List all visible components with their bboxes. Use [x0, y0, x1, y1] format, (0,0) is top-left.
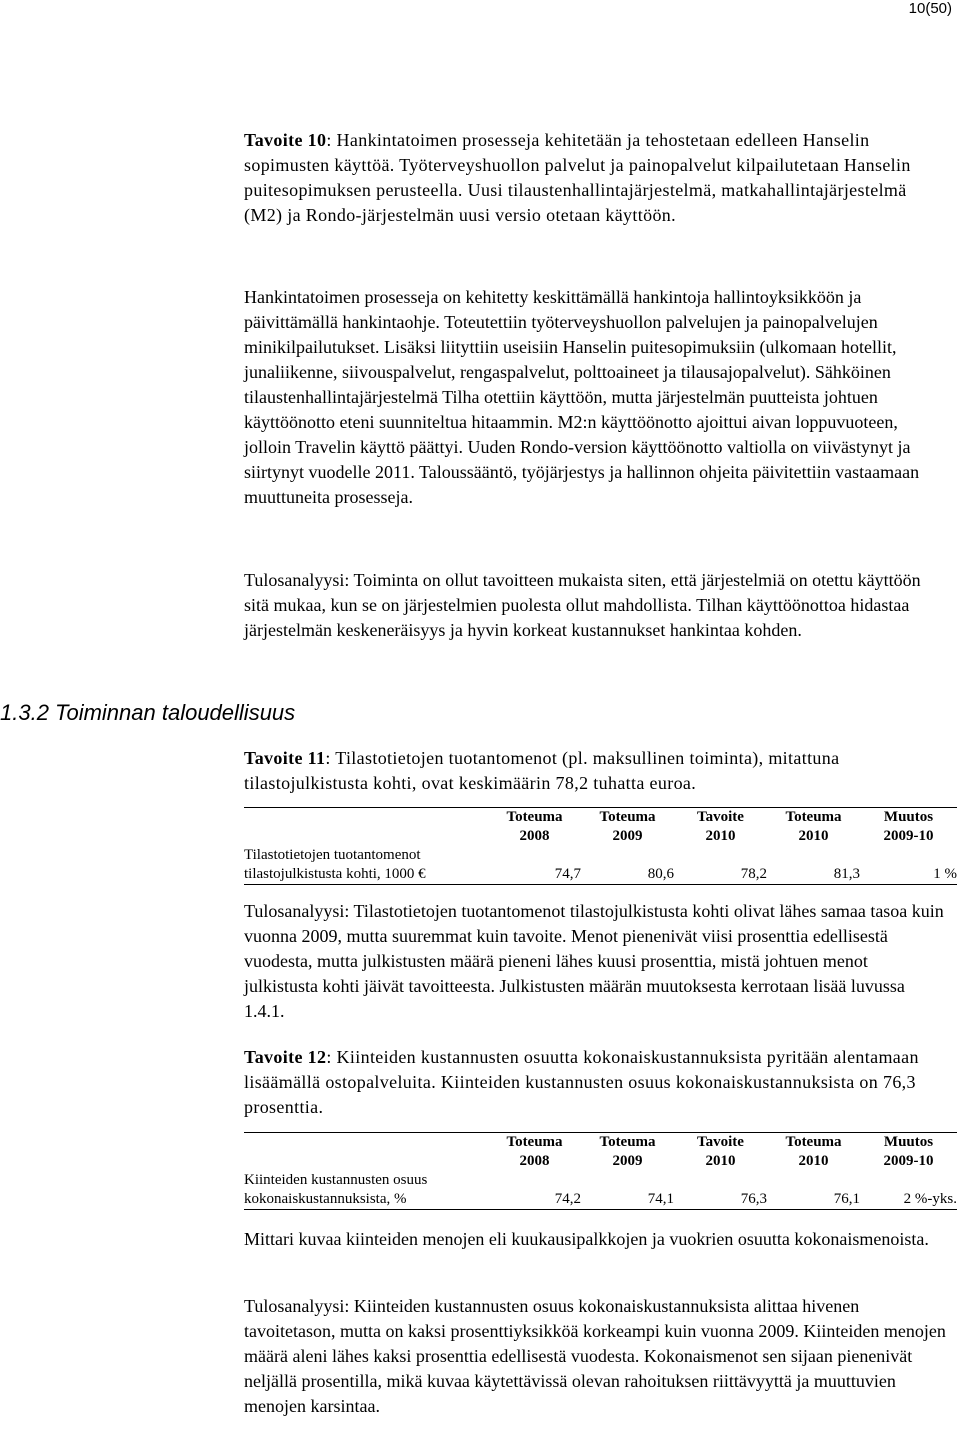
table-header: 2009: [612, 1153, 643, 1169]
section-heading: 1.3.2 Toiminnan taloudellisuus: [0, 700, 296, 725]
tulosanalyysi-1-text: Toiminta on ollut tavoitteen mukaista siten, että järjestelmiä on otettu käyttöön sitä mukaa, kun se on järjestelmien puolesta ollut mahdollista. Tilhan käyttöönottoa hidastaa järjestelmän keskeneräisyys ja hyvin korkeat kustannukset hankintaa kohden.: [244, 570, 921, 640]
table-cell: 78,2: [674, 846, 767, 885]
tulosanalyysi-3-label: Tulosanalyysi:: [244, 1296, 350, 1316]
table-header: 2008: [519, 828, 550, 844]
table-header: Toteuma: [767, 808, 860, 828]
table-tilastotuotanto: [244, 807, 957, 885]
table-cell: 74,2: [488, 1171, 581, 1210]
tavoite-11-paragraph: [244, 746, 946, 796]
table-cell: 1 %: [860, 846, 957, 885]
table-header: Muutos: [860, 808, 957, 828]
tulosanalyysi-3-paragraph: [244, 1294, 946, 1419]
table-header: 2009: [612, 828, 643, 844]
table-header-empty: [244, 827, 488, 846]
table-cell: 81,3: [767, 846, 860, 885]
table-row: [244, 846, 957, 885]
table-header-empty: [244, 808, 488, 828]
table-header: 2010: [705, 1153, 736, 1169]
table-header: Toteuma: [581, 808, 674, 828]
row-label: Kiinteiden kustannusten osuus kokonaiskustannuksista, %: [244, 1171, 488, 1210]
table-header: 2010: [798, 1153, 829, 1169]
table-cell: 74,1: [581, 1171, 674, 1210]
tavoite-12-paragraph: [244, 1045, 946, 1120]
table-header: Tavoite: [674, 1133, 767, 1153]
table-header: Toteuma: [581, 1133, 674, 1153]
tulosanalyysi-2-label: Tulosanalyysi:: [244, 901, 350, 921]
tavoite-10-label: Tavoite 10: [244, 130, 327, 150]
table-cell: 2 %-yks.: [860, 1171, 957, 1210]
tavoite-10-text: : Hankintatoimen prosesseja kehitetään ja tehostetaan edelleen Hanselin sopimusten käyttöä. Työterveyshuollon palvelut ja painopalvelut kilpailutetaan Hanselin puitesopimuksen perusteella. Uusi tilaustenhallintajärjestelmä, matkahallintajärjestelmä (M2) ja Rondo-järjestelmän uusi versio otetaan käyttöön.: [244, 130, 911, 225]
tavoite-12-text: : Kiinteiden kustannusten osuutta kokonaiskustannuksista pyritään alentamaan lisäämällä ostopalveluita. Kiinteiden kustannusten osuus kokonaiskustannuksista on 76,3 prosenttia.: [244, 1047, 919, 1117]
tavoite-12-label: Tavoite 12: [244, 1047, 327, 1067]
table-header: Toteuma: [488, 1133, 581, 1153]
tulosanalyysi-2-text: Tilastotietojen tuotantomenot tilastojulkistusta kohti olivat lähes samaa tasoa kuin vuonna 2009, mutta suuremmat kuin tavoite. Menot pienenivät viisi prosenttia edellisestä vuodesta, mutta julkistusten määrä pieneni lähes kuusi prosenttia, mistä johtuen menot julkistusta kohti jäivät tavoitteesta. Julkistusten määrän muutoksesta kerrotaan lisää luvussa 1.4.1.: [244, 901, 944, 1021]
hankinta-paragraph: Hankintatoimen prosesseja on kehitetty keskittämällä hankintoja hallintoyksikköön ja päivittämällä hankintaohje. Toteutettiin työterveyshuollon palvelujen ja painopalvelujen minikilpailutukset. Lisäksi liityttiin useisiin Hanselin puitesopimuksiin (ulkomaan hotellit, junaliikenne, siivouspalvelut, rengaspalvelut, polttoaineet ja tilausajopalvelut). Sähköinen tilaustenhallintajärjestelmä Tilha otettiin käyttöön, mutta järjestelmän puutteista johtuen käyttöönotto eteni suunniteltua hitaammin. M2:n käyttöönotto ajoittui aivan loppuvuoteen, jolloin Travelin käyttö päättyi. Uuden Rondo-version käyttöönotto valtiolla on viivästynyt ja siirtynyt vuodelle 2011. Taloussääntö, työjärjestys ja hallinnon ohjeita päivitettiin vastaamaan muuttuneita prosesseja.: [244, 287, 920, 507]
tavoite-11-text: : Tilastotietojen tuotantomenot (pl. maksullinen toiminta), mitattuna tilastojulkistusta kohti, ovat keskimäärin 78,2 tuhatta euroa.: [244, 748, 840, 793]
table-cell: 76,1: [767, 1171, 860, 1210]
table-header: 2009-10: [883, 1153, 934, 1169]
row-label: Tilastotietojen tuotantomenot tilastojulkistusta kohti, 1000 €: [244, 846, 488, 885]
table-cell: 76,3: [674, 1171, 767, 1210]
tulosanalyysi-2-paragraph: [244, 899, 946, 1024]
table-header: Tavoite: [674, 808, 767, 828]
table-kiinteat-kustannukset: [244, 1132, 957, 1210]
tulosanalyysi-1-label: Tulosanalyysi:: [244, 570, 350, 590]
table-header: Toteuma: [488, 808, 581, 828]
table-header: 2008: [519, 1153, 550, 1169]
tavoite-11-label: Tavoite 11: [244, 748, 326, 768]
table-row: [244, 1171, 957, 1210]
tulosanalyysi-1-paragraph: [244, 568, 946, 643]
table-header: Muutos: [860, 1133, 957, 1153]
table-header: Toteuma: [767, 1133, 860, 1153]
table-header: 2010: [705, 828, 736, 844]
mittari-paragraph: Mittari kuvaa kiinteiden menojen eli kuukausipalkkojen ja vuokrien osuutta kokonaismenoista.: [244, 1229, 929, 1249]
table-cell: 74,7: [488, 846, 581, 885]
table-header-empty: [244, 1133, 488, 1153]
tulosanalyysi-3-text: Kiinteiden kustannusten osuus kokonaiskustannuksista alittaa hivenen tavoitetason, mutta on kaksi prosenttiyksikköä korkeampi kuin vuonna 2009. Kiinteiden menojen määrä aleni lähes kaksi prosenttia edellisestä vuodesta. Kokonaismenot sen sijaan pienenivät neljällä prosentilla, mikä kuvaa käytettävissä olevan rahoituksen riittävyyttä ja muuttuvien menojen karsintaa.: [244, 1296, 946, 1416]
tavoite-10-paragraph: [244, 128, 946, 228]
table-header: 2010: [798, 828, 829, 844]
table-header: 2009-10: [883, 828, 934, 844]
table-cell: 80,6: [581, 846, 674, 885]
page-number: 10(50): [908, 0, 952, 17]
table-header-empty: [244, 1152, 488, 1171]
